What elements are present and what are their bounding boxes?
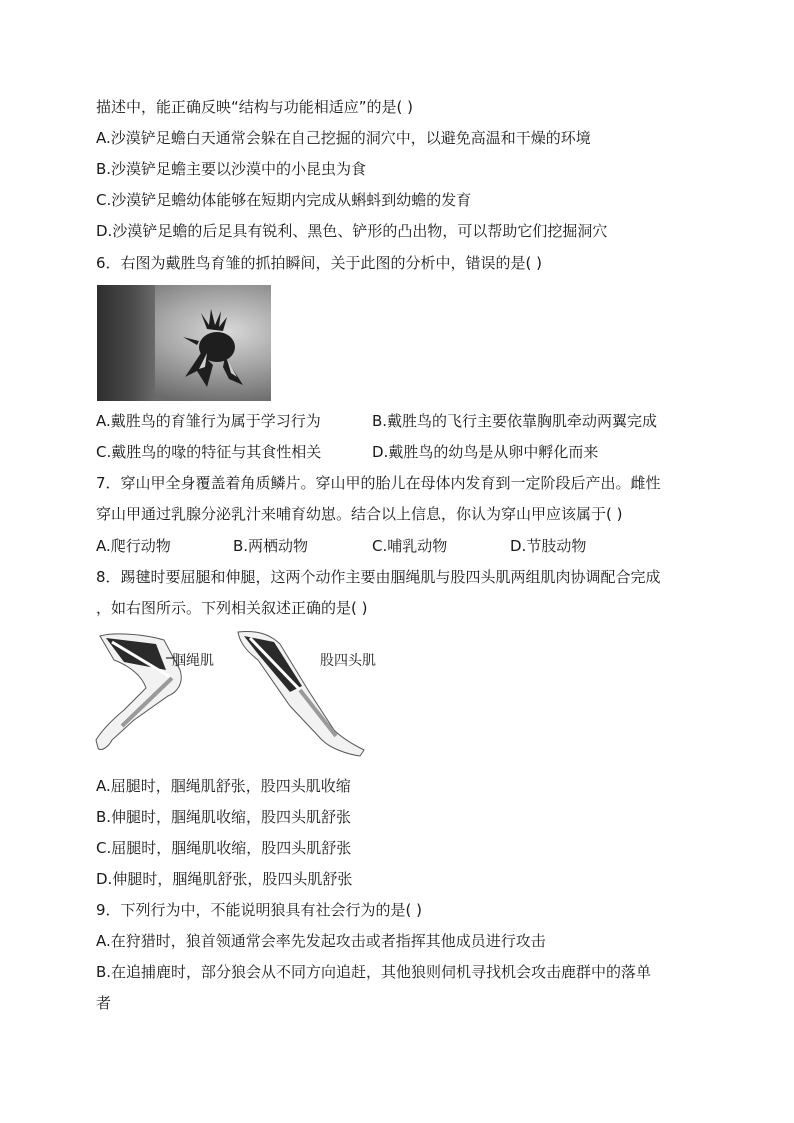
bent-leg-figure [94,630,234,758]
q6-option-c: C.戴胜鸟的喙的特征与其食性相关 [96,443,322,461]
q7-option-a: A.爬行动物 [96,537,171,555]
hoopoe-photo [97,285,271,401]
q5-stem: 描述中，能正确反映“结构与功能相适应”的是( ) [96,98,414,116]
q8-stem-line2: ，如右图所示。下列相关叙述正确的是( ) [96,599,368,617]
q5-option-a: A.沙漠铲足蟾白天通常会躲在自己挖掘的洞穴中，以避免高温和干燥的环境 [96,129,591,147]
hoopoe-bird-image [167,307,257,397]
q8-option-c: C.屈腿时，腘绳肌收缩，股四头肌舒张 [96,839,352,857]
q6-option-d: D.戴胜鸟的幼鸟是从卵中孵化而来 [372,443,599,461]
q7-option-d: D.节肢动物 [510,537,587,555]
extended-leg-figure [230,630,370,758]
q9-option-a: A.在狩猎时，狼首领通常会率先发起攻击或者指挥其他成员进行攻击 [96,932,546,950]
q8-option-b: B.伸腿时，腘绳肌收缩，股四头肌舒张 [96,808,352,826]
q7-stem-line2: 穿山甲通过乳腺分泌乳汁来哺育幼崽。结合以上信息，你认为穿山甲应该属于( ) [96,505,623,523]
q7-option-c: C.哺乳动物 [372,537,448,555]
q9-option-b-line2: 者 [96,994,112,1012]
quadriceps-label: 股四头肌 [320,653,376,669]
q5-option-d: D.沙漠铲足蟾的后足具有锐利、黑色、铲形的凸出物，可以帮助它们挖掘洞穴 [96,222,608,240]
q7-option-b: B.两栖动物 [233,537,309,555]
q8-option-d: D.伸腿时，腘绳肌舒张，股四头肌舒张 [96,870,353,888]
q8-option-a: A.屈腿时，腘绳肌舒张，股四头肌收缩 [96,777,351,795]
q5-option-b: B.沙漠铲足蟾主要以沙漠中的小昆虫为食 [96,160,367,178]
q9-option-b-line1: B.在追捕鹿时，部分狼会从不同方向追赶，其他狼则伺机寻找机会攻击鹿群中的落单 [96,963,652,981]
q8-stem-line1: 8．踢毽时要屈腿和伸腿，这两个动作主要由腘绳肌与股四头肌两组肌肉协调配合完成 [96,568,661,586]
q6-option-a: A.戴胜鸟的育雏行为属于学习行为 [96,412,321,430]
q9-stem: 9．下列行为中，不能说明狼具有社会行为的是( ) [96,901,423,919]
q7-stem-line1: 7．穿山甲全身覆盖着角质鳞片。穿山甲的胎儿在母体内发育到一定阶段后产出。雌性 [96,474,661,492]
q5-option-c: C.沙漠铲足蟾幼体能够在短期内完成从蝌蚪到幼蟾的发育 [96,191,472,209]
q6-option-b: B.戴胜鸟的飞行主要依靠胸肌牵动两翼完成 [372,412,658,430]
hamstring-label: 腘绳肌 [172,653,214,669]
q6-stem: 6．右图为戴胜鸟育雏的抓拍瞬间，关于此图的分析中，错误的是( ) [96,254,543,272]
